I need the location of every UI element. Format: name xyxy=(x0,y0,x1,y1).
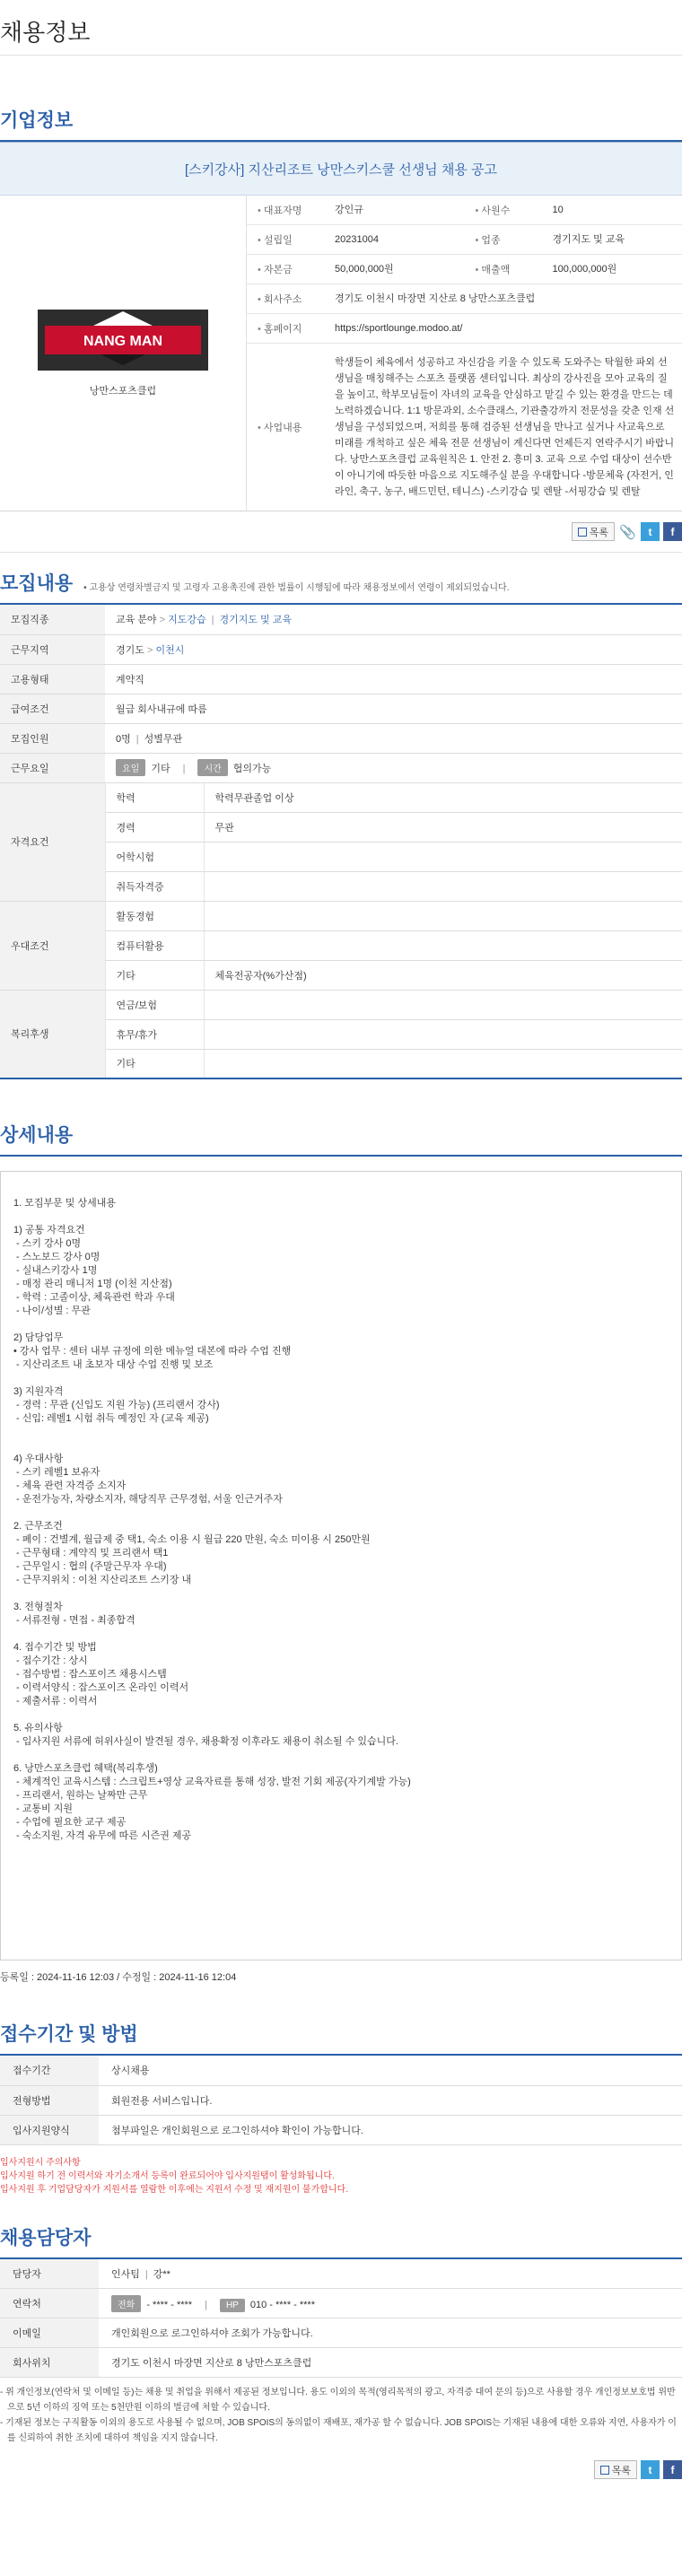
region-2[interactable]: 이천시 xyxy=(155,644,185,656)
region-1: 경기도 xyxy=(116,644,144,656)
preference-label: 우대조건 xyxy=(0,901,105,990)
computer-label: 컴퓨터활용 xyxy=(105,930,204,960)
breadcrumb-arrow: > xyxy=(156,615,169,626)
homepage-link[interactable]: https://sportlounge.modoo.at/ xyxy=(335,323,463,334)
company-info-row xyxy=(247,314,682,344)
tel-tag: 전화 xyxy=(111,2295,141,2312)
address-label: • 회사주소 xyxy=(247,292,328,306)
detail-line: - 페이 : 건별계, 월급제 중 택1, 숙소 이용 시 월급 220 만원, 숙소 미이용 시 250만원 xyxy=(13,1534,371,1545)
detail-line: 5. 유의사항 xyxy=(13,1723,63,1733)
location-label: 회사위치 xyxy=(0,2348,99,2378)
detail-line: - 운전가능자, 차량소지자, 해당직무 근무경험, 서울 인근거주자 xyxy=(13,1494,283,1505)
employees-label: • 사원수 xyxy=(465,203,546,217)
email-label: 이메일 xyxy=(0,2318,99,2348)
separator: | xyxy=(211,615,214,626)
list-button-label: 목록 xyxy=(611,2465,631,2476)
headcount-label: 모집인원 xyxy=(0,723,105,753)
table-row xyxy=(0,2318,682,2348)
table-row xyxy=(0,605,682,634)
workday-tag: 요일 xyxy=(116,759,145,776)
age-discrimination-note: • 고용상 연령차별금지 및 고령자 고용촉진에 관한 법률이 시행됨에 따라 채용정보에서 연령이 제외되었습니다. xyxy=(83,583,510,593)
form-label: 입사지원양식 xyxy=(0,2115,99,2144)
job-type-2[interactable]: 지도강습 xyxy=(168,615,206,626)
detail-section-title: 상세내용 xyxy=(0,1121,682,1157)
detail-line: - 스키 레벨1 보유자 xyxy=(13,1467,101,1478)
detail-line: 3) 지원자격 xyxy=(13,1386,64,1397)
capital-value: 50,000,000원 xyxy=(335,264,394,275)
registered-date: 등록일 : 2024-11-16 12:03 / 수정일 : 2024-11-16 12:04 xyxy=(0,1972,237,1983)
detail-line xyxy=(13,1318,669,1332)
headcount: 0명 xyxy=(116,733,131,745)
welfare-etc-value xyxy=(204,1049,682,1078)
page-title: 채용정보 xyxy=(0,0,682,56)
list-button-label: 목록 xyxy=(589,527,608,538)
capital-label: • 자본금 xyxy=(247,262,328,276)
company-info-row xyxy=(247,225,682,255)
detail-line: - 신입: 레벨1 시험 취득 예정인 자 (교육 제공) xyxy=(13,1413,209,1424)
detail-line xyxy=(13,1749,669,1762)
detail-line xyxy=(13,1210,669,1224)
license-label: 취득자격증 xyxy=(105,871,204,901)
detail-line xyxy=(13,1628,669,1641)
detail-line: - 접수방법 : 잡스포이즈 채용시스템 xyxy=(13,1669,167,1680)
breadcrumb-arrow: > xyxy=(144,644,156,656)
recruit-section-title: 모집내용 xyxy=(0,573,74,594)
twitter-button[interactable]: t xyxy=(641,522,660,541)
table-row xyxy=(0,723,682,753)
industry-value: 경기지도 및 교육 xyxy=(552,234,625,245)
detail-line: 2. 근무조건 xyxy=(13,1521,63,1532)
founded-value: 20231004 xyxy=(335,234,379,245)
table-row xyxy=(0,990,682,1019)
detail-line: - 학력 : 고졸이상, 체육관련 학과 우대 xyxy=(13,1292,175,1303)
method-value: 회원전용 서비스입니다. xyxy=(99,2085,682,2115)
pension-value xyxy=(204,990,682,1019)
table-row xyxy=(0,2115,682,2144)
company-section-title: 기업정보 xyxy=(0,106,682,142)
form-value: 첨부파일은 개인회원으로 로그인하셔야 확인이 가능합니다. xyxy=(99,2115,682,2144)
table-row xyxy=(0,2259,682,2289)
company-info-row xyxy=(247,344,682,511)
edu-label: 학력 xyxy=(105,782,204,812)
detail-line: 4) 우대사항 xyxy=(13,1454,64,1464)
detail-line: - 제출서류 : 이력서 xyxy=(13,1696,98,1707)
business-value: 학생들이 체육에서 성공하고 자신감을 키울 수 있도록 도와주는 탁월한 파외 선생님을 매칭해주는 스포츠 플랫폼 센터입니다. 최상의 강사진을 모아 교육의 질을 높이고, 학부모님들이 자녀의 교육을 안심하고 맡길 수 있는 환경을 만드는 데 노력하겠습니다. 1:1 방문과외, 소수클래스, 기관출강까지 전문성을 갖춘 인재 선생님을 구성되었으며, 저희를 통해 검증된 선생님을 만나고 싶거나 사교육으로 미래를 개척하고 싶은 체육 전문 선생님이 계신다면 언제든지 연락주시기 바랍니다. 낭만스포츠클럽 교육원칙은 1. 안전 2. 흥미 3. 교육 으로 수업 대상이 선수반이 아니기에 따듯한 마음으로 지도해주실 분을 우대합니다 -방문체육 (자전거, 인라인, 축구, 농구, 배드민턴, 테니스) -스키강습 및 렌탈 -서핑강습 및 렌탈 xyxy=(335,357,675,497)
separator: | xyxy=(144,2268,148,2280)
company-info-row xyxy=(247,284,682,314)
hp-tag: HP xyxy=(220,2299,245,2312)
detail-line: • 강사 업무 : 센터 내부 규정에 의한 메뉴얼 대본에 따라 수업 진행 xyxy=(13,1346,292,1357)
contact-name: 강** xyxy=(153,2268,170,2280)
tel: - **** - **** xyxy=(146,2299,193,2310)
preference-etc-value: 체육전공자(%가산점) xyxy=(204,960,682,990)
preference-etc-label: 기타 xyxy=(105,960,204,990)
person-label: 담당자 xyxy=(0,2259,99,2289)
detail-line xyxy=(13,1708,669,1722)
detail-line: - 체육 관련 자격증 소지자 xyxy=(13,1480,127,1491)
location-value: 경기도 이천시 마장면 지산로 8 낭만스포츠클럽 xyxy=(99,2348,682,2378)
vacation-label: 휴무/휴가 xyxy=(105,1019,204,1049)
apply-section-title: 접수기간 및 방법 xyxy=(0,2020,682,2056)
edu-value: 학력무관졸업 이상 xyxy=(204,782,682,812)
period-label: 접수기간 xyxy=(0,2056,99,2085)
table-row xyxy=(0,2289,682,2318)
privacy-note: - 위 개인정보(연락처 및 이메일 등)는 채용 및 취업을 위해서 제공된 정보입니다. 용도 이외의 목적(영리목적의 광고, 자격증 대여 문의 등)으로 사용할 경우 개인정보보호법 위반으로 5년 이하의 징역 또는 5천만원 이하의 벌금에 처할 수 있습니다. xyxy=(0,2388,676,2413)
employees-value: 10 xyxy=(552,205,564,215)
detail-line: - 서류전형 - 면접 - 최종합격 xyxy=(13,1615,136,1626)
detail-line: - 실내스키강사 1명 xyxy=(13,1265,98,1276)
detail-line: - 이력서양식 : 잡스포이즈 온라인 이력서 xyxy=(13,1682,189,1693)
detail-line: 1) 공통 자격요건 xyxy=(13,1225,85,1236)
salary-value: 월급 회사내규에 따름 xyxy=(105,694,682,723)
address-value: 경기도 이천시 마장면 지산로 8 낭만스포츠클럽 xyxy=(335,293,536,304)
detail-line: 1. 모집부문 및 상세내용 xyxy=(13,1198,116,1209)
warning-title: 입사지원시 주의사항 xyxy=(0,2157,81,2168)
company-section xyxy=(0,106,682,553)
detail-line: - 경력 : 무관 (신입도 지원 가능) (프리랜서 강사) xyxy=(13,1400,220,1410)
revenue-label: • 매출액 xyxy=(465,262,546,276)
workday: 기타 xyxy=(151,764,170,774)
facebook-button[interactable]: f xyxy=(663,522,682,541)
detail-line: - 근무일시 : 협의 (주말근무자 우대) xyxy=(13,1561,167,1572)
dept: 인사팀 xyxy=(111,2268,140,2280)
list-icon xyxy=(578,528,587,537)
facebook-button[interactable]: f xyxy=(663,2460,682,2479)
separator: | xyxy=(182,764,186,774)
table-row xyxy=(0,664,682,694)
apply-section xyxy=(0,2020,682,2196)
company-logo-caption: 낭만스포츠클럽 xyxy=(89,385,157,397)
detail-content xyxy=(0,1171,682,1960)
job-type-1: 교육 분야 xyxy=(116,615,157,626)
activity-label: 활동경험 xyxy=(105,901,204,930)
table-row xyxy=(0,753,682,782)
hours-tag: 시간 xyxy=(197,759,227,776)
industry-label: • 업종 xyxy=(465,232,546,247)
computer-value xyxy=(204,930,682,960)
ceo-label: • 대표자명 xyxy=(247,203,328,217)
detail-line: 4. 접수기간 및 방법 xyxy=(13,1642,97,1653)
separator: | xyxy=(205,2299,207,2310)
detail-line: - 프리랜서, 원하는 날짜만 근무 xyxy=(13,1790,148,1801)
share-bar xyxy=(0,511,682,553)
company-info-row xyxy=(247,255,682,284)
warning-line: 입사지원 후 기업담당자가 지원서를 열람한 이후에는 지원서 수정 및 재지원이 불가합니다. xyxy=(0,2184,348,2195)
career-label: 경력 xyxy=(105,812,204,842)
separator: | xyxy=(136,733,139,745)
list-icon xyxy=(600,2466,609,2475)
detail-line: - 숙소지원, 자격 유무에 따른 시즌권 제공 xyxy=(13,1830,192,1841)
apply-warning xyxy=(0,2156,682,2196)
job-type-label: 모집직종 xyxy=(0,605,105,634)
detail-section xyxy=(0,1121,682,1984)
pension-label: 연금/보험 xyxy=(105,990,204,1019)
list-button[interactable] xyxy=(594,2460,637,2479)
company-logo xyxy=(38,310,208,371)
license-value xyxy=(204,871,682,901)
table-row xyxy=(0,2056,682,2085)
detail-line xyxy=(13,1426,669,1439)
region-value xyxy=(105,634,682,664)
company-logo-column xyxy=(0,196,247,511)
detail-line: - 교통비 지원 xyxy=(13,1803,73,1814)
detail-line xyxy=(13,1439,669,1453)
lang-value xyxy=(204,842,682,871)
business-label: • 사업내용 xyxy=(247,420,328,434)
privacy-notes xyxy=(0,2385,682,2446)
detail-line: 6. 낭만스포츠클럽 혜택(복리후생) xyxy=(13,1763,158,1774)
headcount-value xyxy=(105,723,682,753)
activity-value xyxy=(204,901,682,930)
apply-table xyxy=(0,2056,682,2145)
detail-line: - 나이/성별 : 무관 xyxy=(13,1305,91,1316)
method-label: 전형방법 xyxy=(0,2085,99,2115)
welfare-etc-label: 기타 xyxy=(105,1049,204,1078)
detail-line: - 입사지원 서류에 허위사실이 발견될 경우, 채용확정 이후라도 채용이 취소될 수 있습니다. xyxy=(13,1736,398,1747)
welfare-label: 복리후생 xyxy=(0,990,105,1078)
detail-line: - 매정 관리 매니저 1명 (이천 지산점) xyxy=(13,1279,172,1289)
privacy-note: - 기재된 정보는 구직활동 이외의 용도로 사용될 수 없으며, JOB SPOIS의 동의없이 재배포, 재가공 할 수 없습니다. JOB SPOIS는 기재된 내용에 대한 오류와 지연, 사용자가 이를 신뢰하여 취한 조치에 대하여 책임을 지지 않습니다. xyxy=(0,2418,677,2443)
company-logo-text: NANG MAN xyxy=(83,333,162,349)
detail-line xyxy=(13,1372,669,1385)
detail-line: - 지산리조트 내 초보자 대상 수업 진행 및 보조 xyxy=(13,1359,214,1370)
detail-line: - 근무형태 : 계약직 및 프리랜서 택1 xyxy=(13,1548,169,1559)
founded-label: • 설립일 xyxy=(247,232,328,247)
warning-line: 입사지원 하기 전 이력서와 자기소개서 등록이 완료되어야 입사지원탭이 활성화됩니다. xyxy=(0,2170,335,2181)
table-row xyxy=(0,2085,682,2115)
job-type-value xyxy=(105,605,682,634)
gender: 성별무관 xyxy=(144,733,183,745)
detail-line: - 근무지위치 : 이천 지산리조트 스키장 내 xyxy=(13,1575,192,1585)
contact-section-title: 채용담당자 xyxy=(0,2223,682,2259)
ceo-value: 강인규 xyxy=(335,205,363,215)
detail-line: - 체계적인 교육시스템 : 스크립트+영상 교육자료를 통해 성장, 발전 기회 제공(자기계발 가능) xyxy=(13,1777,411,1787)
employment-value: 계약직 xyxy=(105,664,682,694)
salary-label: 급여조건 xyxy=(0,694,105,723)
detail-line: - 수업에 필요한 교구 제공 xyxy=(13,1817,127,1828)
contact-section xyxy=(0,2223,682,2480)
vacation-value xyxy=(204,1019,682,1049)
revenue-value: 100,000,000원 xyxy=(552,264,617,275)
contact-table xyxy=(0,2259,682,2379)
homepage-label: • 홈페이지 xyxy=(247,321,328,336)
lang-label: 어학시험 xyxy=(105,842,204,871)
table-row xyxy=(0,901,682,930)
workday-label: 근무요일 xyxy=(0,753,105,782)
email-value: 개인회원으로 로그인하셔야 조회가 가능합니다. xyxy=(99,2318,682,2348)
detail-line: - 접수기간 : 상시 xyxy=(13,1655,88,1666)
career-value: 무관 xyxy=(204,812,682,842)
period-value: 상시채용 xyxy=(99,2056,682,2085)
job-title: [스키강사] 지산리조트 낭만스키스쿨 선생님 채용 공고 xyxy=(0,142,682,196)
hp: 010 - **** - **** xyxy=(249,2299,315,2310)
phone-label: 연락처 xyxy=(0,2289,99,2318)
list-button[interactable] xyxy=(572,522,615,541)
table-row xyxy=(0,2348,682,2378)
bottom-share-bar xyxy=(0,2460,682,2479)
detail-line: 3. 전형절차 xyxy=(13,1602,63,1612)
twitter-button[interactable]: t xyxy=(641,2460,660,2479)
hours: 협의가능 xyxy=(232,764,272,774)
qualification-label: 자격요건 xyxy=(0,782,105,901)
table-row xyxy=(0,782,682,812)
employment-label: 고용형태 xyxy=(0,664,105,694)
detail-line: - 스노보드 강사 0명 xyxy=(13,1252,101,1262)
company-body xyxy=(0,196,682,511)
detail-line xyxy=(13,1587,669,1601)
detail-line xyxy=(13,1506,669,1520)
company-info xyxy=(247,196,682,511)
table-row xyxy=(0,694,682,723)
clip-icon[interactable]: 📎 xyxy=(619,524,636,540)
recruit-table xyxy=(0,605,682,1079)
table-row xyxy=(0,634,682,664)
person-value xyxy=(99,2259,682,2289)
recruit-section-header xyxy=(0,569,682,605)
job-type-3[interactable]: 경기지도 및 교육 xyxy=(219,615,292,626)
region-label: 근무지역 xyxy=(0,634,105,664)
workday-value xyxy=(105,753,682,782)
detail-line: - 스키 강사 0명 xyxy=(13,1238,82,1249)
detail-line: 2) 담당업무 xyxy=(13,1332,64,1343)
phone-value xyxy=(99,2289,682,2318)
company-info-row xyxy=(247,196,682,225)
